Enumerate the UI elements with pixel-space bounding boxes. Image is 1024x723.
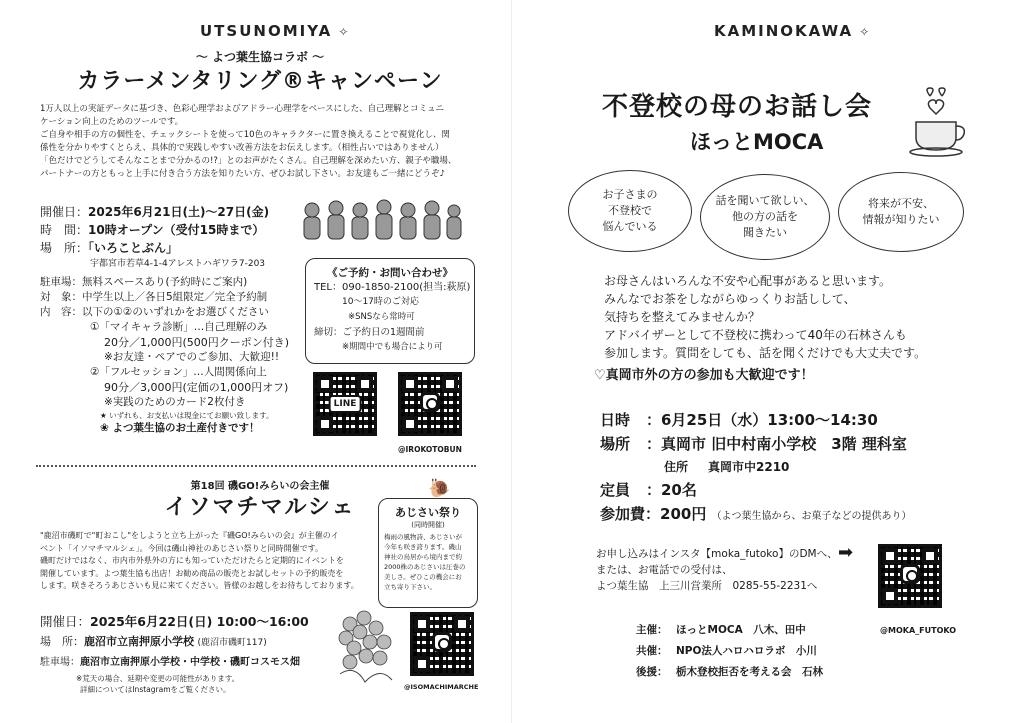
bubble-line: 不登校で [608,204,652,217]
talk-body-line: 気持ちを整えてみませんか？ [604,310,761,324]
ajisai-line: 神社の鳥居から境内まで約 [384,553,462,561]
talk-body-line: みんなでお茶をしながらゆっくりお話しして、 [604,292,856,306]
ajisai-line: 梅雨の風物詩、あじさいが [384,533,462,541]
option-2: ②「フルセッション」…人間関係向上 [90,366,267,378]
contact-deadline: 締切：ご予約日の1週間前 [314,327,425,338]
campaign-content: 内 容：以下の①②のいずれかをお選びください [40,306,269,318]
line-qr-code[interactable] [313,372,377,436]
marche-place-label: 場 所： [40,635,84,648]
worry-bubble-1 [568,170,692,252]
marche-note-1: ※荒天の場合、延期や変更の可能性があります。 [76,674,240,683]
talk-body-line: 参加します。質問をしても、話を聞くだけでも大丈夫です。 [604,346,927,360]
contact-sns: ※SNSなら常時可 [348,312,415,322]
instagram-qr-irokotobun[interactable] [398,372,462,436]
instagram-qr-isomachi[interactable] [410,612,474,676]
intro-line: ケーション向上のためのツールです。 [40,117,184,127]
ajisai-line: 今年も咲き誇ります。磯山 [384,543,462,551]
marche-date-label: 開催日： [40,614,91,629]
moka-handle: @MOKA_FUTOKO [880,626,957,635]
ajisai-subtitle: (同時開催) [411,521,445,529]
contact-title: 《ご予約・お問い合わせ》 [327,267,453,279]
talk-capacity-label: 定員 [600,481,631,499]
campaign-address: 宇都宮市若草4-1-4アレストハギワラ7-203 [90,259,266,269]
intro-line: パートナーの方ともっと上手に付き合う方法を知りたい方、ぜひお試し下さい。お友達もご一緒にどうぞ♪ [40,169,445,179]
option-1-note: ※お友達・ペアでのご参加、大歓迎!! [104,351,280,363]
snail-icon: 🐌 [428,478,451,499]
people-illustration-icon [298,198,468,244]
marche-place-address: (鹿沼市磯町117) [197,638,267,648]
campaign-parking: 駐車場：無料スペースあり(予約時にご案内) [40,276,248,288]
marche-date: 2025年6月22日(日) 10:00～16:00 [90,614,309,629]
irokotobun-handle: @IROKOTOBUN [398,445,462,454]
time-label: 時 間： [40,223,89,237]
intro-line: 係性を分かりやすくとらえ、具体的で実践しやすい改善方法をお伝えします。（相性占いではありません） [40,143,444,153]
marche-place: 鹿沼市立南押原小学校 [84,635,194,648]
contact-hours: 10～17時のご対応 [342,297,419,307]
organizer-label: 主催： [636,624,668,636]
campaign-title: カラーメンタリング®キャンペーン [77,69,443,94]
instagram-icon [900,564,920,584]
marche-details [40,612,340,695]
worry-bubble-3 [838,172,964,252]
ajisai-line: 2000株のあじさいは圧巻の [384,563,466,571]
talk-body [604,272,926,362]
contact-tel: TEL：090-1850-2100(担当:萩原) [314,282,471,293]
campaign-place: 「いろことぶん」 [88,241,179,255]
talk-fee-note: （よつ葉生協から、お菓子などの提供あり） [711,511,912,522]
organizers [636,620,823,683]
intro-line: 1万人以上の実証データに基づき、色彩心理学およびアドラー心理学をベースにした、自己理解とコミュニ [40,104,444,114]
intro-line: ご自身や相手の方の個性を、チェックシートを使って10色のキャラクターに置き換えることで視覚化し、関 [40,130,450,140]
section-divider [36,465,476,467]
ajisai-line: 立ち寄り下さい。 [384,583,436,591]
marche-body-line: します。咲きそろうあじさいも見に来てください。皆様のお越しをお待ちしております。 [40,581,359,590]
ajisai-title: あじさい祭り [395,506,461,519]
bubble-line: 将来が不安、 [868,197,934,210]
apply-line: または、お電話での受付は、 [596,564,733,576]
supporter-label: 後援： [636,666,668,678]
bubble-line: 悩んでいる [602,220,658,233]
option-2-price: 90分／3,000円(定価の1,000円オフ) [104,381,289,394]
talk-subtitle: ほっとMOCA [690,130,824,154]
marche-title: イソマチマルシェ [164,495,356,520]
supporter: 栃木登校拒否を考える会 石林 [676,666,823,678]
region-kaminokawa: KAMINOKAWA ✧ [714,22,872,40]
collab-label: ～ よつ葉生協コラボ ～ [195,50,325,64]
bubble-line: 情報が知りたい [862,213,940,226]
marche-body [40,530,370,593]
campaign-target: 対 象：中学生以上／各日5組限定／完全予約制 [40,291,268,303]
talk-body-line: お母さんはいろんな不安や心配事があると思います。 [604,274,892,288]
marche-parking: 鹿沼市立南押原小学校・中学校・磯町コスモス畑 [80,657,300,668]
organizer: ほっとMOCA 八木、田中 [676,624,806,636]
apply-info [596,546,838,594]
option-1-price: 20分／1,000円(500円クーポン付き) [104,336,290,349]
bubble-line: 話を聞いて欲しい、 [715,194,815,207]
page-divider [511,0,512,723]
bubble-line: 他の方の話を [732,210,798,223]
talk-capacity: ：20名 [646,481,697,499]
marche-subtitle: 第18回 磯GO!みらいの会主催 [190,481,330,492]
instagram-icon [420,392,440,412]
campaign-time: 10時オープン（受付15時まで） [88,223,265,237]
co-organizer-label: 共催： [636,645,668,657]
ajisai-line: 美しさ。ぜひこの機会にお [384,573,462,581]
intro-line: 「色だけでどうしてそんなことまで分かるの!?」とのお声がたくさん。自己理解を深めたい方、親子や職場、 [40,156,457,166]
talk-place: ：真岡市 旧中村南小学校 3階 理科室 [646,435,907,453]
apply-line: よつ葉生協 上三川営業所 0285-55-2231へ [596,580,818,592]
gift-note: よつ葉生協のお土産付きです！ [112,422,260,434]
talk-title: 不登校の母のお話し会 [602,92,873,122]
talk-fee-label: 参加費 [600,505,646,523]
talk-fee: ：200円 [645,505,707,523]
marche-note-2: 詳細についてはInstagramをご覧ください。 [80,685,231,694]
marche-parking-label: 駐車場： [40,657,80,668]
talk-date: ：6月25日（水）13:00～14:30 [646,411,878,429]
talk-address: 真岡市中2210 [708,460,790,474]
payment-note: ★ いずれも、お支払いは現金にてお願い致します。 [100,411,274,420]
bubble-line: 聞きたい [743,226,787,239]
isomachi-handle: @ISOMACHIMARCHE [404,683,479,691]
marche-body-line: ベント「イソマチマルシェ」。今回は磯山神社のあじさい祭りと同時開催です。 [40,543,323,553]
apply-line: お申し込みはインスタ【moka_futoko】のDMへ、 [596,548,838,560]
coffee-cup-icon [908,86,968,158]
marche-body-line: "鹿沼市磯町で"町おこし"をしようと立ち上がった『磯GO!みらいの会』が主催のイ [40,531,339,540]
talk-body-line: アドバイザーとして不登校に携わって40年の石林さんも [604,328,907,342]
talk-place-label: 場所 [600,435,631,453]
region-utsunomiya: UTSUNOMIYA ✧ [200,22,351,40]
talk-details [600,408,1000,529]
welcome-line [594,364,814,383]
co-organizer: NPO法人ハロハロラボ 小川 [676,645,817,657]
sparkle-icon: ✧ [853,25,872,39]
contact-deadline-note: ※期間中でも場合により可 [342,342,443,352]
arrow-right-icon: ➡ [838,542,854,563]
leaf-icon: ❀ [100,422,113,434]
bubble-line: お子さまの [602,188,658,201]
date-label: 開催日： [40,205,89,219]
marche-body-line: 磯町だけではなく、市内市外県外の方にも知っていただけたらと定期的にイベントを [40,556,344,565]
instagram-qr-moka[interactable] [878,544,942,608]
campaign-intro [40,103,480,181]
talk-address-label: 住所 [664,460,689,474]
campaign-details [40,203,300,436]
talk-date-label: 日時 [600,411,631,429]
instagram-icon [432,632,452,652]
option-2-note: ※実践のためのカード2枚付き [104,396,246,408]
worry-bubble-2 [700,174,830,260]
marche-body-line: 開催しています。よつ葉生協も出店！お勧め商品の販売とお試しセットの予約販売を [40,568,344,578]
sparkle-icon: ✧ [332,25,351,39]
heart-icon: ♡ [594,368,606,383]
welcome-text: 真岡市外の方の参加も大歓迎です！ [605,368,814,383]
hydrangea-illustration-icon [330,604,410,694]
line-logo: LINE [329,395,362,413]
place-label: 場 所： [40,241,89,255]
option-1: ①「マイキャラ診断」…自己理解のみ [90,321,268,333]
campaign-date: 2025年6月21日(土)～27日(金) [88,205,270,219]
ajisai-box [378,498,478,608]
contact-box [305,258,475,364]
